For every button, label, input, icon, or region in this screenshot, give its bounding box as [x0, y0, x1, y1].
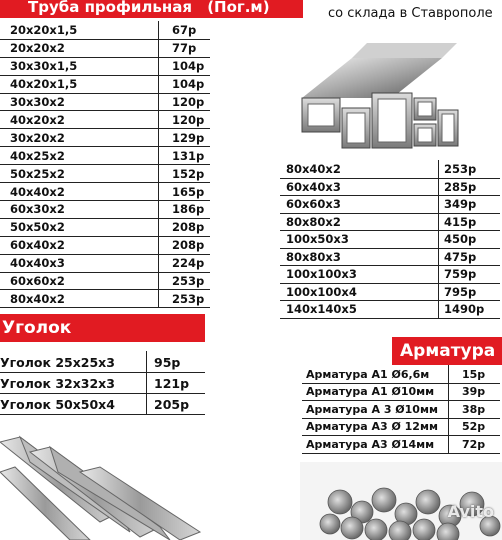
pipe-title: Труба профильная — [28, 0, 192, 16]
rebar-row-price: 52р — [462, 420, 486, 434]
pipe-row — [280, 231, 500, 249]
pipe-row — [280, 214, 500, 232]
pipe-row — [280, 301, 500, 319]
rebar-row — [302, 436, 500, 454]
angle-header-bar — [0, 314, 205, 342]
column-separator — [448, 383, 449, 402]
pipe-row-size: 30x30x1,5 — [10, 59, 78, 74]
pipe-row — [0, 291, 210, 309]
rebar-row-price: 15р — [462, 367, 486, 381]
column-separator — [438, 248, 439, 267]
pipe-row-size: 40x20x1,5 — [10, 77, 78, 92]
rebar-row-price: 38р — [462, 402, 486, 416]
pipe-row-price: 1490р — [444, 302, 485, 317]
pipe-row — [0, 58, 210, 76]
column-separator — [158, 75, 159, 94]
pipe-row-size: 80x40x2 — [286, 162, 341, 177]
pipe-row-size: 100x100x3 — [286, 267, 357, 282]
pipe-row — [0, 94, 210, 112]
pipe-row-price: 450р — [444, 232, 477, 247]
pipe-header-bar — [0, 0, 303, 18]
pipe-row-size: 50x25x2 — [10, 166, 65, 181]
column-separator — [158, 146, 159, 165]
pipe-row-price: 253р — [444, 162, 477, 177]
rebar-row-size: Арматура А3 Ø14мм — [306, 437, 435, 451]
pipe-row-size: 60x30x2 — [10, 202, 65, 217]
column-separator — [146, 393, 147, 415]
column-separator — [448, 400, 449, 419]
column-separator — [438, 265, 439, 284]
column-separator — [438, 195, 439, 214]
pipe-row-price: 208р — [172, 220, 205, 235]
pipe-row-size: 40x40x3 — [10, 256, 65, 271]
pipe-row-size: 60x40x2 — [10, 238, 65, 253]
column-separator — [448, 435, 449, 454]
pipe-row-price: 253р — [172, 274, 205, 289]
column-separator — [158, 290, 159, 309]
angle-row-size: Уголок 32x32x3 — [0, 375, 115, 391]
pipe-row-price: 129р — [172, 130, 205, 145]
pipe-row-size: 30x20x2 — [10, 130, 65, 145]
angle-table — [0, 352, 205, 418]
pipe-row-price: 104р — [172, 77, 205, 92]
rebar-row-price: 72р — [462, 437, 486, 451]
column-separator — [158, 254, 159, 273]
angle-row — [0, 373, 205, 394]
pipe-row-size: 60x60x3 — [286, 197, 341, 212]
rebar-row-size: Арматура А3 Ø 12мм — [306, 420, 438, 434]
angle-title: Уголок — [2, 318, 72, 338]
pipe-row — [280, 249, 500, 267]
pipe-row-price: 795р — [444, 284, 477, 299]
rebar-row — [302, 366, 500, 384]
pipe-row — [0, 129, 210, 147]
angle-row-size: Уголок 25x25x3 — [0, 354, 115, 370]
pipe-row-price: 152р — [172, 166, 205, 181]
pipe-row — [280, 161, 500, 179]
pipe-row-price: 104р — [172, 59, 205, 74]
pipe-row-size: 140x140x5 — [286, 302, 357, 317]
pipe-row-price: 120р — [172, 112, 205, 127]
pipe-row — [0, 273, 210, 291]
angle-row — [0, 352, 205, 373]
rebar-row-size: Арматура А 3 Ø10мм — [306, 402, 438, 416]
pipe-row-size: 40x20x2 — [10, 112, 65, 127]
column-separator — [448, 365, 449, 384]
column-separator — [158, 21, 159, 40]
pipe-row-price: 165р — [172, 184, 205, 199]
pipe-row-size: 60x60x2 — [10, 274, 65, 289]
column-separator — [158, 57, 159, 76]
pipe-row-price: 475р — [444, 249, 477, 264]
pipe-row — [280, 196, 500, 214]
pipe-row-size: 100x50x3 — [286, 232, 349, 247]
column-separator — [158, 111, 159, 130]
pipe-row-size: 80x80x3 — [286, 249, 341, 264]
pipe-row — [280, 266, 500, 284]
pipe-row-price: 349р — [444, 197, 477, 212]
column-separator — [158, 93, 159, 112]
rebar-row-size: Арматура А1 Ø10мм — [306, 385, 435, 399]
pipe-row-price: 120р — [172, 95, 205, 110]
column-separator — [158, 39, 159, 58]
column-separator — [438, 283, 439, 302]
subtitle: со склада в Ставрополе — [328, 6, 493, 21]
pipe-row-price: 253р — [172, 291, 205, 306]
column-separator — [146, 351, 147, 373]
watermark: Avito — [447, 502, 494, 521]
pipe-row — [0, 219, 210, 237]
angle-row-price: 121р — [154, 375, 190, 391]
column-separator — [158, 218, 159, 237]
column-separator — [438, 300, 439, 319]
pipe-row — [0, 112, 210, 130]
column-separator — [158, 200, 159, 219]
pipe-row — [0, 183, 210, 201]
pipe-row-price: 186р — [172, 202, 205, 217]
pipe-row — [0, 40, 210, 58]
column-separator — [158, 272, 159, 291]
pipes-left-table — [0, 22, 212, 312]
pipe-row-price: 285р — [444, 179, 477, 194]
pipe-row-size: 60x40x3 — [286, 179, 341, 194]
pipe-row-size: 40x25x2 — [10, 148, 65, 163]
pipe-row-price: 131р — [172, 148, 205, 163]
column-separator — [438, 178, 439, 197]
pipe-row — [0, 147, 210, 165]
pipe-unit: (Пог.м) — [207, 0, 270, 16]
rebar-image — [300, 462, 502, 540]
angle-row-size: Уголок 50x50x4 — [0, 396, 115, 412]
angle-steel-image — [0, 432, 210, 540]
pipe-row-price: 77р — [172, 41, 197, 56]
pipe-row — [0, 22, 210, 40]
pipe-row — [280, 179, 500, 197]
rebar-title: Арматура — [400, 341, 496, 361]
pipe-row-size: 80x80x2 — [286, 214, 341, 229]
pipe-row-size: 20x20x2 — [10, 41, 65, 56]
rebar-header-bar — [392, 337, 502, 365]
column-separator — [146, 372, 147, 394]
rebar-table — [302, 366, 500, 456]
pipe-row — [0, 201, 210, 219]
pipe-row-size: 80x40x2 — [10, 291, 65, 306]
rebar-row-price: 39р — [462, 385, 486, 399]
pipe-row-size: 50x50x2 — [10, 220, 65, 235]
pipe-row-price: 67р — [172, 23, 197, 38]
pipe-row — [0, 255, 210, 273]
pipes-right-table — [280, 161, 502, 321]
rebar-row-size: Арматура А1 Ø6,6м — [306, 367, 430, 381]
pipe-row-price: 759р — [444, 267, 477, 282]
column-separator — [158, 164, 159, 183]
angle-row-price: 205р — [154, 396, 190, 412]
pipe-row-size: 40x40x2 — [10, 184, 65, 199]
pipe-row-size: 100x100x4 — [286, 284, 357, 299]
angle-row — [0, 394, 205, 415]
rebar-row — [302, 419, 500, 437]
angle-row-price: 95р — [154, 354, 181, 370]
pipe-row — [0, 237, 210, 255]
column-separator — [158, 128, 159, 147]
column-separator — [448, 418, 449, 437]
pipes-image — [292, 38, 462, 158]
rebar-row — [302, 401, 500, 419]
pipe-row-price: 208р — [172, 238, 205, 253]
column-separator — [158, 236, 159, 255]
pipe-row — [0, 165, 210, 183]
pipe-row-size: 30x30x2 — [10, 95, 65, 110]
column-separator — [438, 160, 439, 179]
pipe-row-size: 20x20x1,5 — [10, 23, 78, 38]
pipe-row — [280, 284, 500, 302]
pipe-row — [0, 76, 210, 94]
pipe-row-price: 415р — [444, 214, 477, 229]
column-separator — [438, 230, 439, 249]
rebar-row — [302, 384, 500, 402]
column-separator — [158, 182, 159, 201]
column-separator — [438, 213, 439, 232]
pipe-row-price: 224р — [172, 256, 205, 271]
